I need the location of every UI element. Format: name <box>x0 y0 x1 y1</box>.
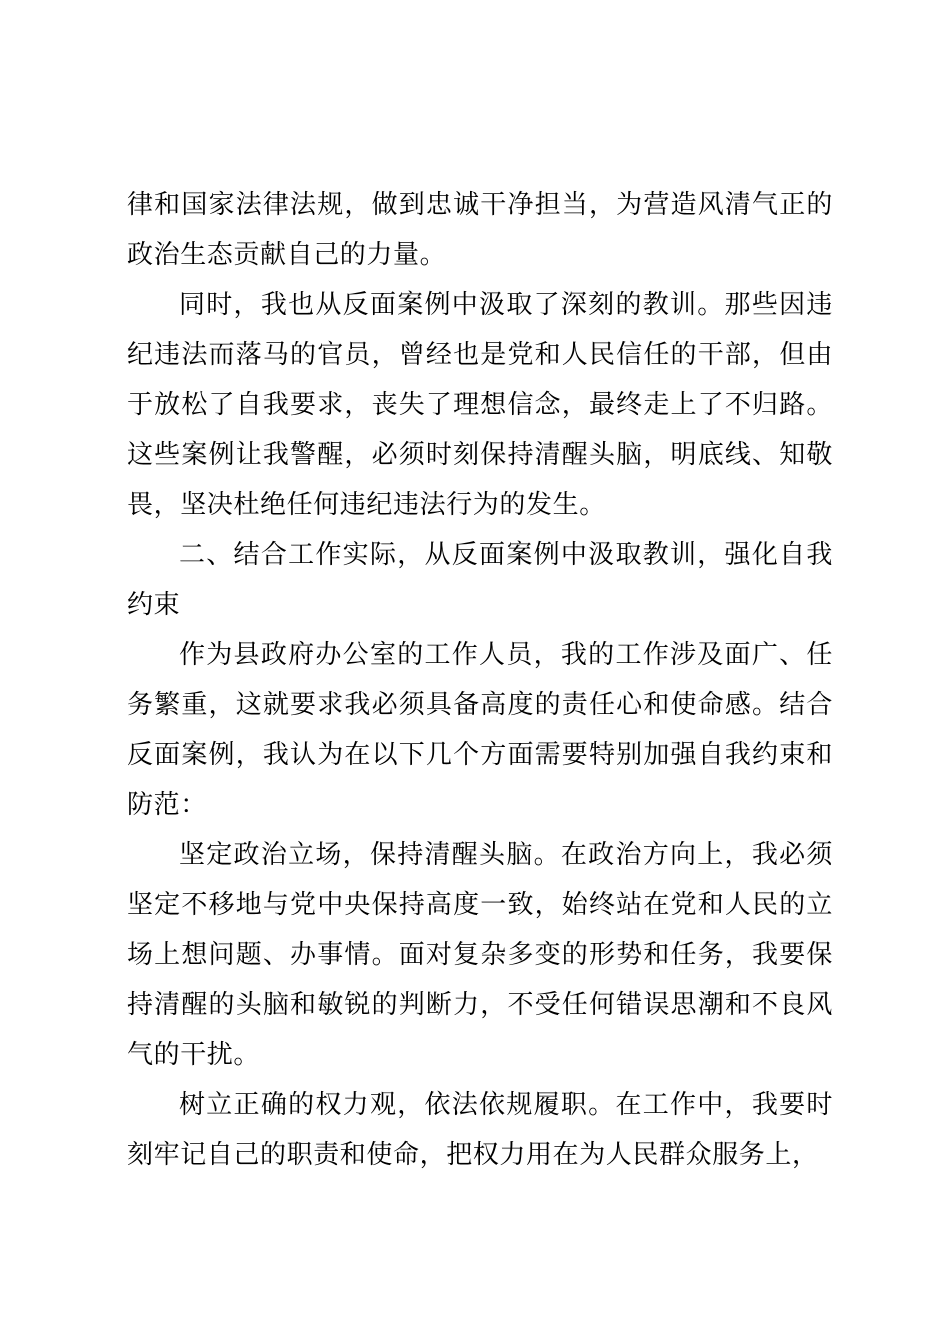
paragraph-continuation: 律和国家法律法规，做到忠诚干净担当，为营造风清气正的政治生态贡献自己的力量。 <box>127 190 833 270</box>
paragraph-power-view: 树立正确的权力观，依法依规履职。在工作中，我要时刻牢记自己的职责和使命，把权力用在为人民群众服务上， <box>127 1090 833 1170</box>
paragraph-political-stance: 坚定政治立场，保持清醒头脑。在政治方向上，我必须坚定不移地与党中央保持高度一致，始终站在党和人民的立场上想问题、办事情。面对复杂多变的形势和任务，我要保持清醒的头脑和敏锐的判断力，不受任何错误思潮和不良风气的干扰。 <box>127 840 833 1070</box>
paragraph-work-context: 作为县政府办公室的工作人员，我的工作涉及面广、任务繁重，这就要求我必须具备高度的责任心和使命感。结合反面案例，我认为在以下几个方面需要特别加强自我约束和防范： <box>127 640 833 820</box>
document-body <box>127 180 833 1180</box>
paragraph-lessons: 同时，我也从反面案例中汲取了深刻的教训。那些因违纪违法而落马的官员，曾经也是党和人民信任的干部，但由于放松了自我要求，丧失了理想信念，最终走上了不归路。这些案例让我警醒，必须时刻保持清醒头脑，明底线、知敬畏，坚决杜绝任何违纪违法行为的发生。 <box>127 290 833 520</box>
section-heading-2: 二、结合工作实际，从反面案例中汲取教训，强化自我约束 <box>127 540 833 620</box>
